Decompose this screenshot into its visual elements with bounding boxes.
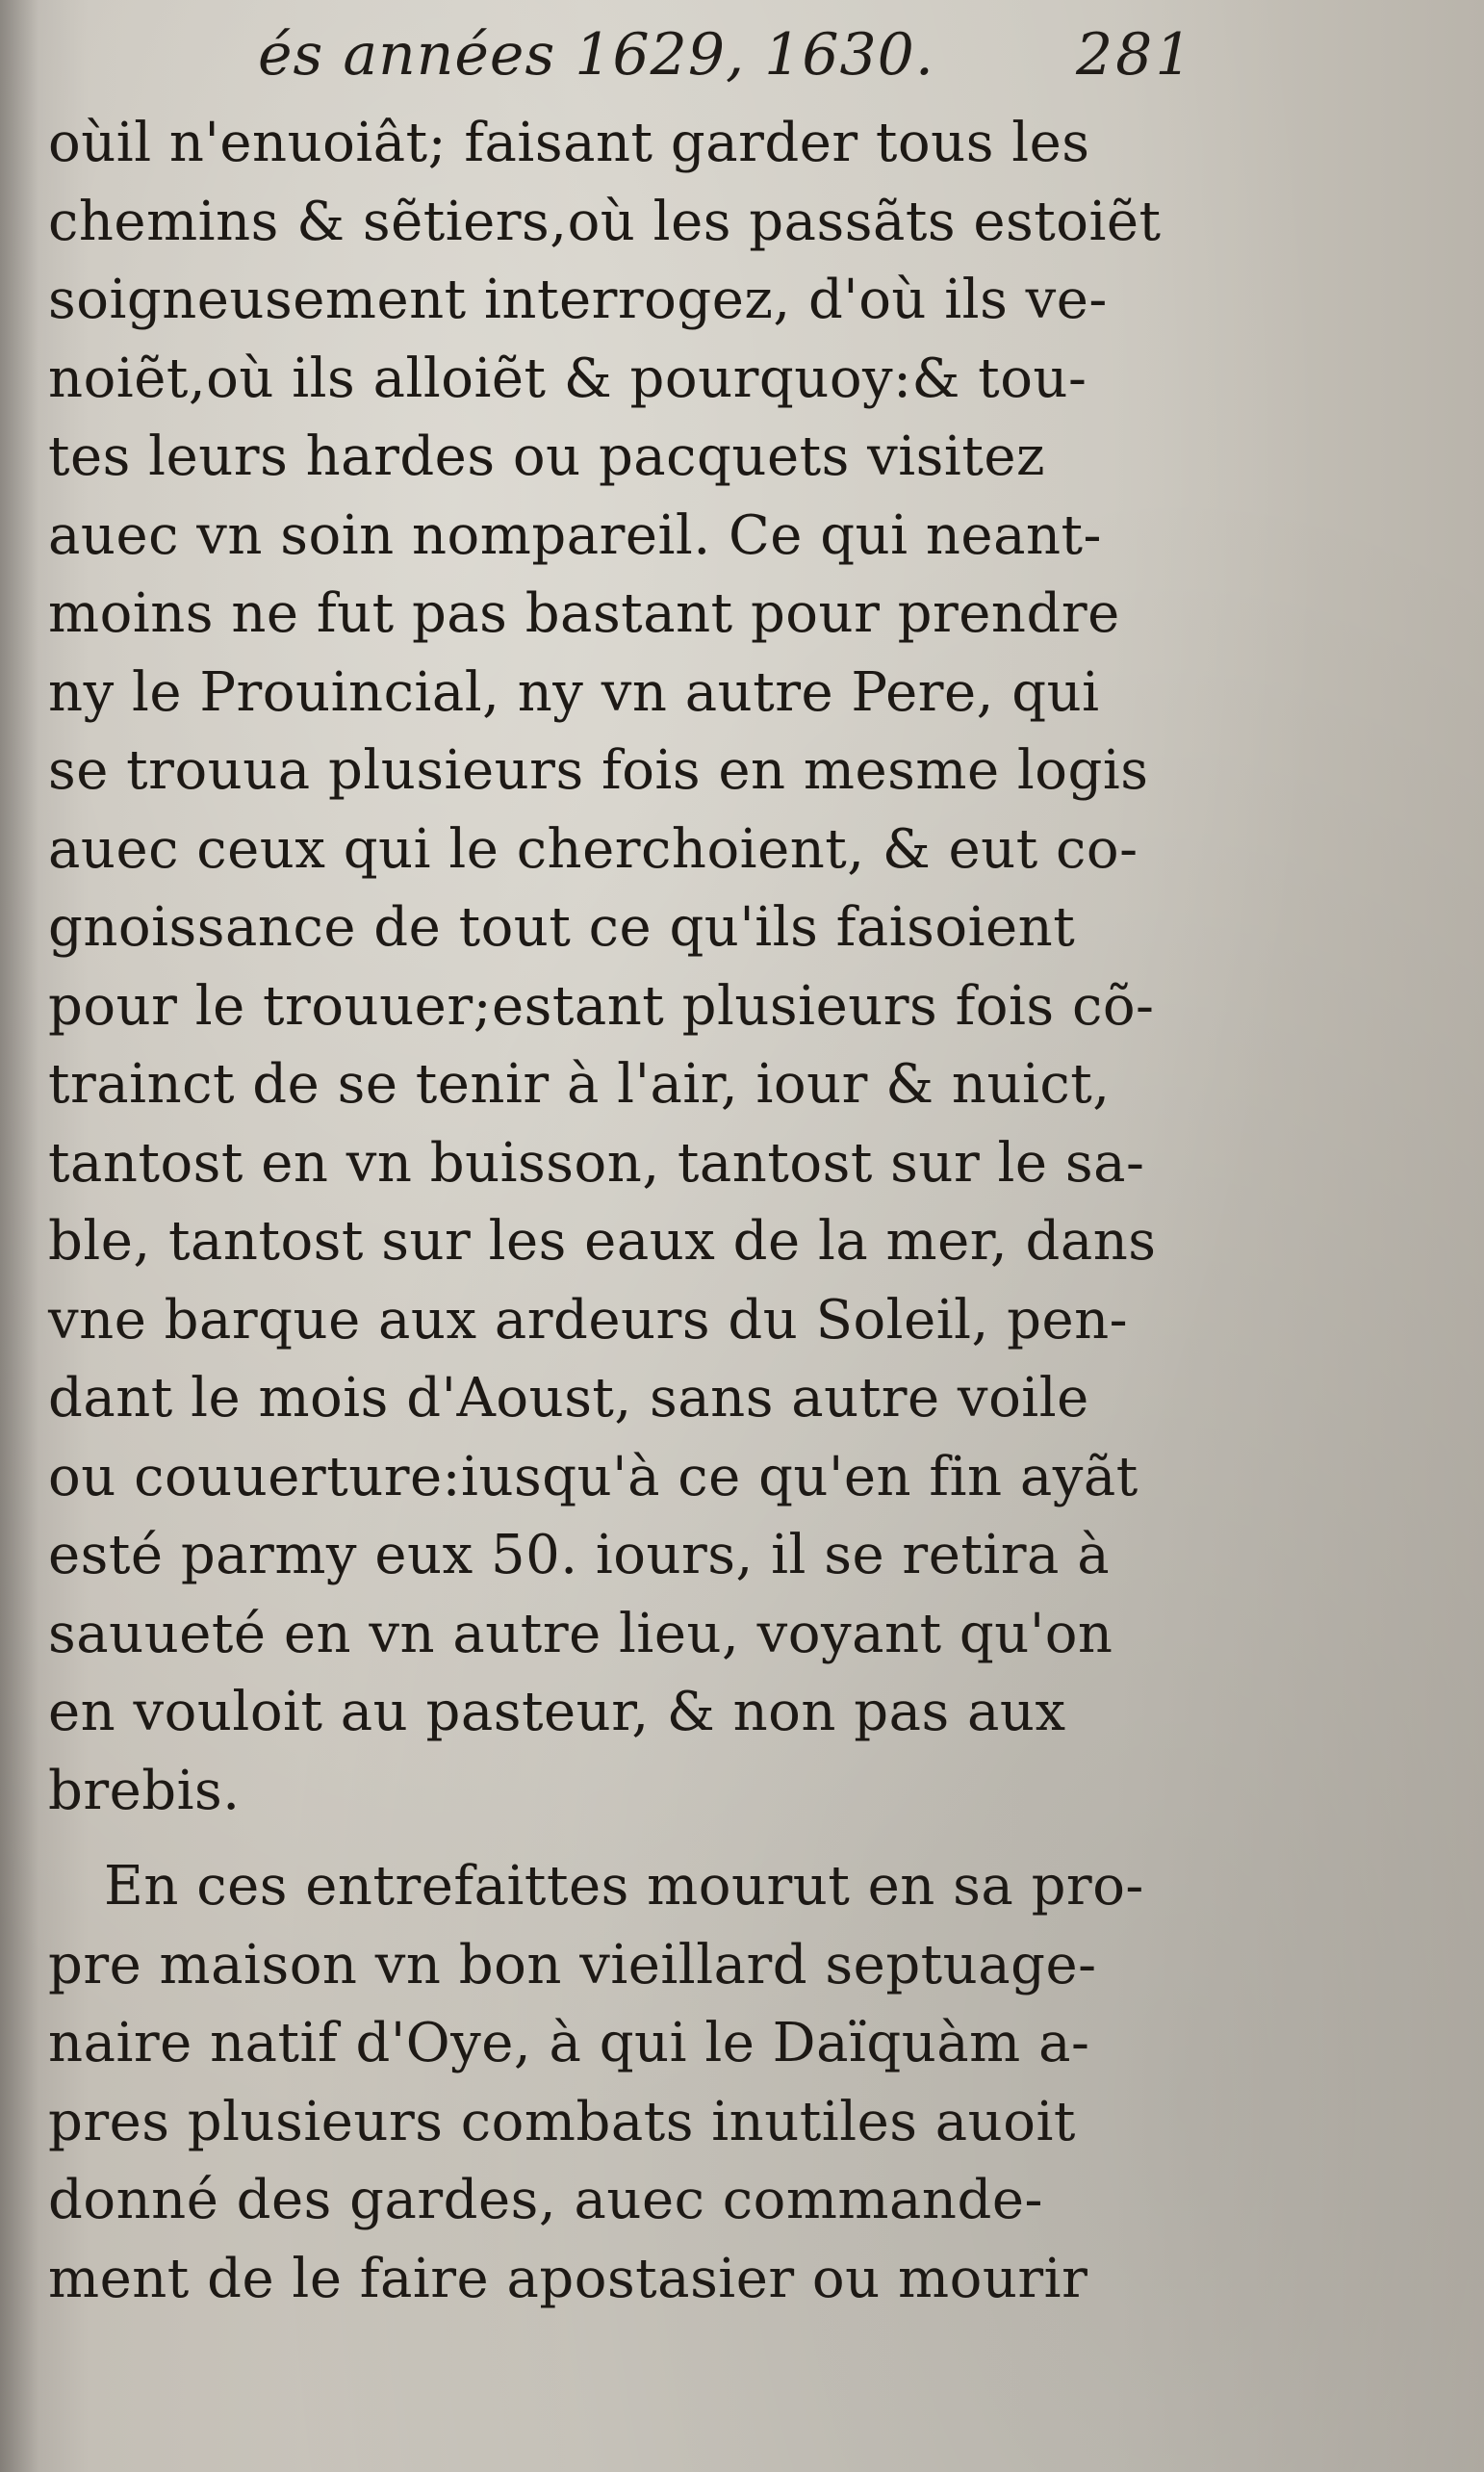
text-line: donné des gardes, auec commande- [48,2169,1043,2231]
text-line: ou couuerture:iusqu'à ce qu'en fin ayãt [48,1445,1139,1508]
text-line: tantost en vn buisson, tantost sur le sa- [48,1131,1145,1195]
text-line: ment de le faire apostasier ou mourir [48,2247,1088,2310]
text-line: pour le trouuer;estant plusieurs fois cõ- [48,974,1155,1038]
paragraph-1 [48,104,1203,1830]
text-line: moins ne fut pas bastant pour prendre [48,582,1120,645]
text-line: pre maison vn bon vieillard septuage- [48,1933,1097,1996]
text-line: noiẽt,où ils alloiẽt & pourquoy:& tou- [48,347,1087,410]
text-line: esté parmy eux 50. iours, il se retira à [48,1524,1111,1586]
text-line: auec ceux qui le cherchoient, & eut co- [48,817,1139,881]
text-line: chemins & sẽtiers,où les passãts estoiẽt [48,190,1162,253]
running-head [0,21,1484,98]
text-line: auec vn soin nompareil. Ce qui neant- [48,503,1102,567]
text-line: en vouloit au pasteur, & non pas aux [48,1681,1066,1743]
text-line: trainct de se tenir à l'air, iour & nuict, [48,1053,1111,1116]
text-line: naire natif d'Oye, à qui le Daïquàm a- [48,2012,1090,2074]
text-line: se trouua plusieurs fois en mesme logis [48,739,1149,802]
text-line: sauueté en vn autre lieu, voyant qu'on [48,1602,1113,1665]
text-line: En ces entrefaittes mourut en sa pro- [104,1855,1144,1918]
text-line: soigneusement interrogez, d'où ils ve- [48,269,1108,331]
text-line: brebis. [48,1759,241,1822]
body-text [48,104,1203,2318]
running-title: és années 1629, 1630. [258,21,934,89]
text-line: ble, tantost sur les eaux de la mer, dans [48,1210,1157,1273]
page-number: 281 [1076,21,1195,89]
text-line: gnoissance de tout ce qu'ils faisoient [48,896,1076,959]
text-line: ny le Prouincial, ny vn autre Pere, qui [48,660,1100,724]
text-line: pres plusieurs combats inutiles auoit [48,2090,1076,2153]
paragraph-2 [48,1847,1203,2318]
text-line: dant le mois d'Aoust, sans autre voile [48,1367,1089,1429]
text-line: tes leurs hardes ou pacquets visitez [48,425,1045,488]
text-line: oùil n'enuoiât; faisant garder tous les [48,112,1090,174]
text-line: vne barque aux ardeurs du Soleil, pen- [48,1288,1129,1352]
